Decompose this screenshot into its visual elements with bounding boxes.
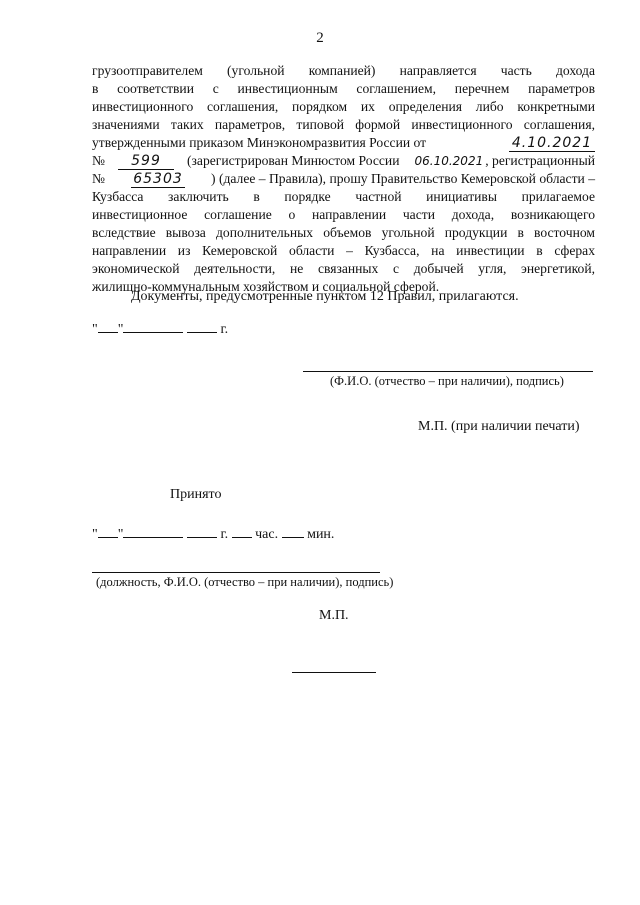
body-line: грузоотправителем (угольной компанией) направляется часть дохода: [92, 63, 595, 78]
signature-date-line: [92, 319, 228, 338]
body-line: жилищно-коммунальным хозяйством и социальной сферой.: [92, 279, 440, 294]
hour-blank: [232, 524, 252, 538]
acceptance-caption: (должность, Ф.И.О. (отчество – при наличии), подпись): [96, 575, 394, 589]
quote-open: ": [92, 322, 98, 337]
handwritten-order-number: 599: [118, 154, 174, 170]
accepted-heading: Принято: [170, 487, 222, 502]
body-line-text: ) (далее – Правила), прошу Правительство Кемеровской области –: [211, 171, 595, 186]
handwritten-registration-number: 65303: [131, 172, 185, 188]
day-blank: [98, 319, 118, 333]
body-line: направлении из Кемеровской области – Кузбасса, на инвестиции в сферах: [92, 243, 595, 258]
closing-divider: [292, 672, 376, 673]
year-suffix: г.: [220, 527, 229, 542]
acceptance-stamp: М.П.: [319, 608, 349, 623]
year-blank: [187, 319, 217, 333]
quote-open: ": [92, 527, 98, 542]
body-line: инвестиционное соглашение о направлении части дохода, возникающего: [92, 207, 595, 222]
month-blank: [123, 319, 183, 333]
body-line-text: , регистрационный: [485, 153, 595, 168]
attachments-line: Документы, предусмотренные пунктом 12 Правил, прилагаются.: [131, 289, 519, 304]
body-line: экономической деятельности, не связанных с добычей угля, энергетикой,: [92, 261, 595, 276]
minute-label: мин.: [307, 527, 335, 542]
minute-blank: [282, 524, 304, 538]
body-line: инвестиционного соглашения, порядком их определения либо конкретными: [92, 99, 595, 114]
body-line-text: (зарегистрирован Минюстом России: [187, 153, 400, 168]
page-number: 2: [316, 30, 324, 46]
quote-close: ": [117, 322, 124, 337]
position-signature-line: [92, 572, 380, 573]
signature-caption: (Ф.И.О. (отчество – при наличии), подпись): [330, 374, 564, 388]
body-line-with-order: [92, 152, 595, 170]
body-line: Кузбасса заключить в порядке частной инициативы прилагаемое: [92, 189, 595, 204]
handwritten-registration-date: 06.10.2021: [414, 154, 484, 168]
year-suffix: г.: [220, 322, 229, 337]
quote-close: ": [117, 527, 124, 542]
month-blank: [123, 524, 183, 538]
stamp-note: М.П. (при наличии печати): [418, 419, 580, 434]
handwritten-date: 4.10.2021: [509, 136, 595, 152]
day-blank: [98, 524, 118, 538]
hour-label: час.: [255, 527, 279, 542]
body-line: вследствие вывоза дополнительных объемов угольной продукции в восточном: [92, 225, 595, 240]
acceptance-date-line: [92, 524, 334, 543]
body-line: значениями таких параметров, типовой формой инвестиционного соглашения,: [92, 117, 595, 132]
body-line: в соответствии с инвестиционным соглашением, перечнем параметров: [92, 81, 595, 96]
body-line-with-date: [92, 134, 595, 152]
number-sign: №: [92, 153, 105, 168]
body-line-text: утвержденными приказом Минэкономразвития России от: [92, 135, 427, 150]
number-sign: №: [92, 171, 105, 186]
body-line-with-registration: [92, 170, 595, 188]
signature-line: [303, 371, 593, 372]
year-blank: [187, 524, 217, 538]
